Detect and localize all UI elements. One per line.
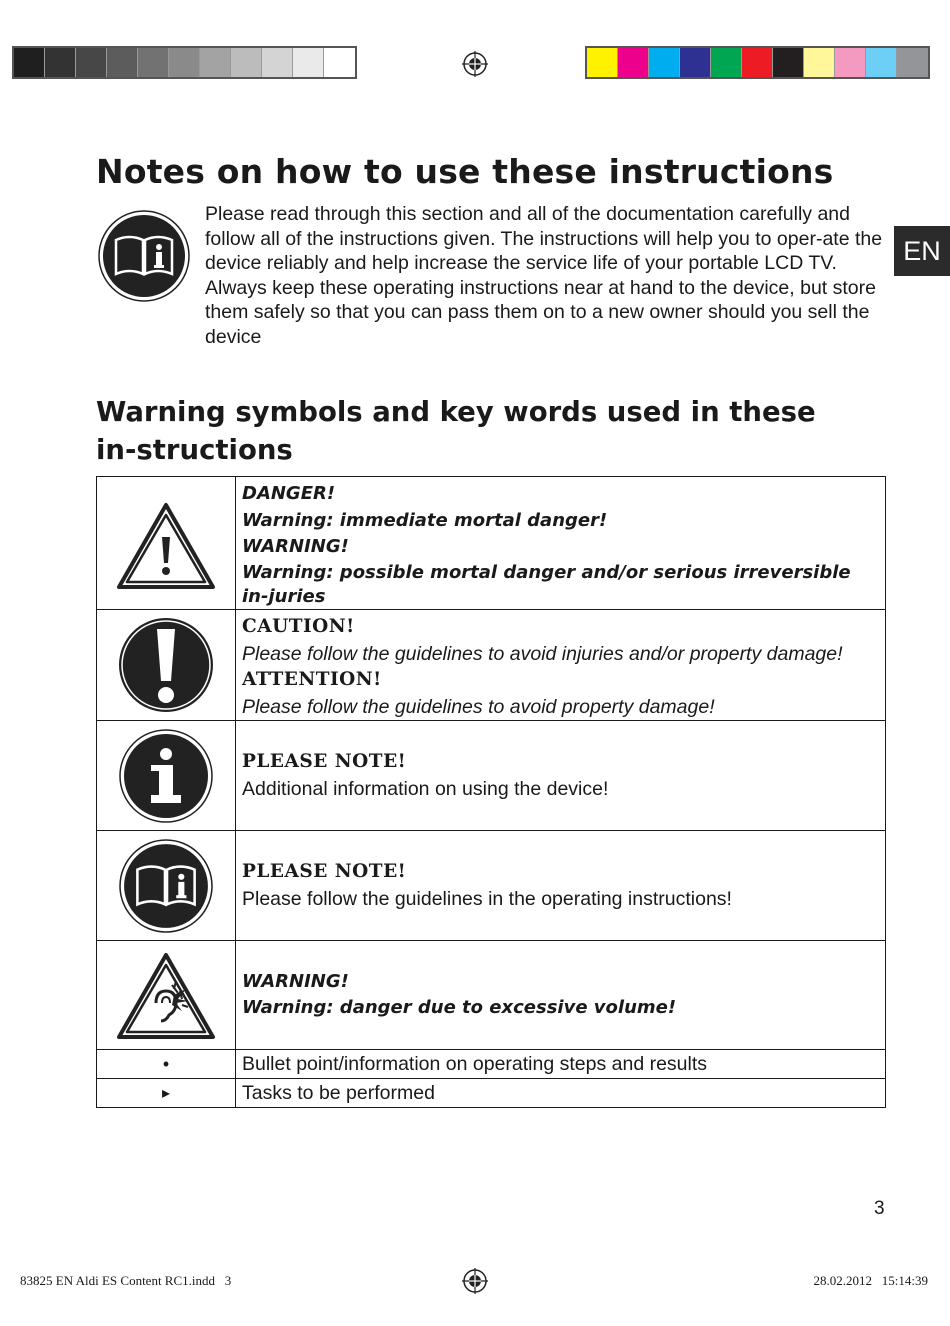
page-title: Notes on how to use these instructions [96,152,834,191]
section-heading: Warning symbols and key words used in these in-structions [96,396,816,466]
text-cell [236,831,886,941]
bullet-description: Bullet point/information on operating steps and results [236,1050,886,1079]
keyword-label: DANGER! [242,483,336,504]
keyword-label: PLEASE NOTE! [242,861,407,882]
table-row [97,721,886,831]
keyword-label: CAUTION! [242,616,355,637]
keyword-label: PLEASE NOTE! [242,751,407,772]
info-circle-icon [119,729,213,823]
book-info-icon [119,839,213,933]
color-calibration-bar [585,46,930,79]
warning-triangle-icon [116,501,216,591]
table-row [97,941,886,1050]
icon-cell [97,721,236,831]
keyword-description: Please follow the guidelines to avoid injuries and/or property damage! [242,642,843,665]
exclamation-circle-icon [116,615,216,715]
icon-cell [97,941,236,1050]
warning-symbols-table [96,476,886,1108]
arrow-symbol: ▸ [97,1079,236,1108]
grayscale-calibration-bar [12,46,357,79]
text-cell [236,721,886,831]
text-cell [236,610,886,721]
keyword-label: ATTENTION! [242,669,382,690]
keyword-description: Warning: immediate mortal danger! [242,509,608,531]
icon-cell [97,610,236,721]
registration-mark-icon [462,1268,488,1294]
footer-timestamp: 28.02.2012 15:14:39 [813,1273,928,1288]
intro-paragraph: Always keep these operating instructions near at hand to the device, but store them safely so that you can pass them on to a new owner should you sell the device [205,276,876,348]
intro-paragraph: Please read through this section and all of the documentation carefully and follow all of the instructions given. The instructions will help you to oper-ate the device reliably and help increase the service life of your portable LCD TV. [205,203,883,274]
language-tab: EN [894,226,950,276]
keyword-description: Please follow the guidelines to avoid property damage! [242,695,715,718]
keyword-description: Please follow the guidelines in the operating instructions! [242,887,732,910]
bullet-symbol: • [97,1050,236,1079]
icon-cell [97,477,236,610]
table-row [97,831,886,941]
footer-file-info: 83825 EN Aldi ES Content RC1.indd 3 [20,1273,232,1288]
volume-warning-icon [116,951,216,1041]
text-cell [236,477,886,610]
keyword-label: WARNING! [242,970,349,992]
keyword-description: Warning: danger due to excessive volume! [242,997,677,1018]
table-row [97,610,886,721]
table-row [97,1050,886,1079]
registration-mark-icon [462,51,488,77]
task-description: Tasks to be performed [236,1079,886,1108]
keyword-description: Additional information on using the device! [242,777,609,800]
table-row [97,477,886,610]
table-row [97,1079,886,1108]
intro-text [205,202,890,349]
keyword-description: Warning: possible mortal danger and/or serious irreversible in-juries [242,561,851,607]
text-cell [236,941,886,1050]
icon-cell [97,831,236,941]
keyword-label: WARNING! [242,536,349,557]
book-info-icon [98,210,190,302]
page-number: 3 [874,1198,885,1219]
